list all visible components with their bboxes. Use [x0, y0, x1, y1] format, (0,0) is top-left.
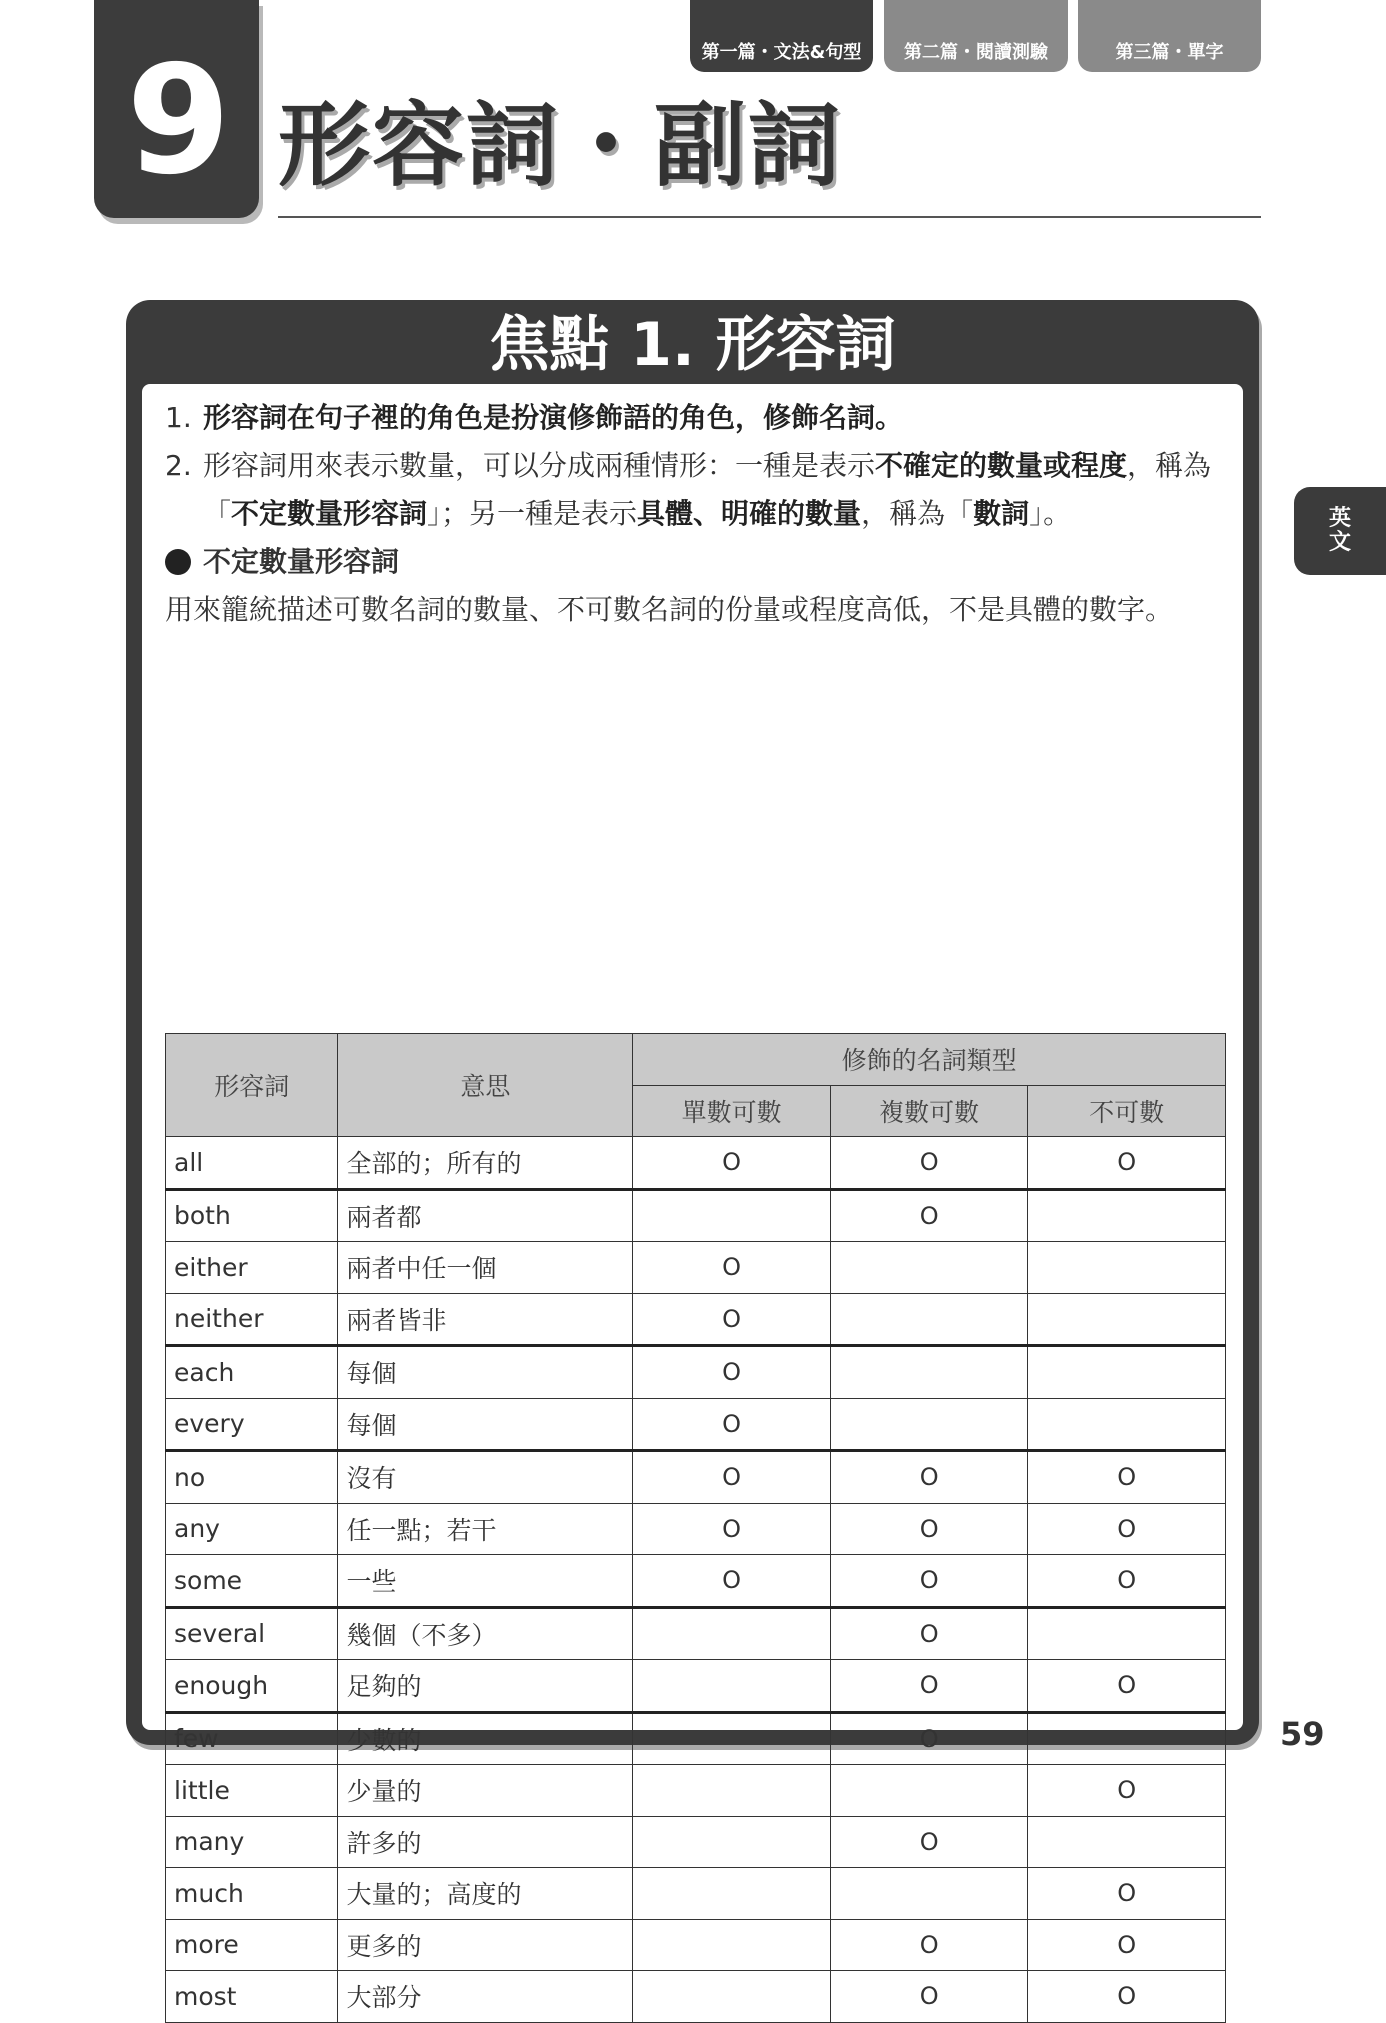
uncountable-cell	[1028, 1607, 1226, 1660]
part-tab-vocabulary[interactable]: 第三篇・單字	[1078, 0, 1261, 72]
plural-countable-cell: O	[830, 1919, 1028, 1971]
text-run: 」。	[1029, 497, 1072, 530]
uncountable-cell	[1028, 1189, 1226, 1242]
plural-countable-cell: O	[830, 1189, 1028, 1242]
meaning-cell: 沒有	[338, 1451, 633, 1504]
adjective-cell: some	[166, 1555, 338, 1608]
singular-countable-cell	[633, 1189, 831, 1242]
text-run: 形容詞用來表示數量，可以分成兩種情形：一種是表示	[203, 449, 876, 482]
header-uncountable: 不可數	[1028, 1085, 1226, 1137]
adjective-cell: either	[166, 1242, 338, 1294]
table-row	[166, 1398, 1226, 1451]
uncountable-cell: O	[1028, 1555, 1226, 1608]
chapter-title: 形容詞・副詞	[278, 92, 843, 199]
plural-countable-cell	[830, 1765, 1028, 1817]
adjective-cell: both	[166, 1189, 338, 1242]
point-text	[203, 442, 1228, 538]
adjective-cell: few	[166, 1712, 338, 1765]
meaning-cell: 任一點；若干	[338, 1503, 633, 1555]
plural-countable-cell	[830, 1242, 1028, 1294]
header-singular-countable: 單數可數	[633, 1085, 831, 1137]
table-row	[166, 1189, 1226, 1242]
adjective-table	[165, 1033, 1226, 2023]
singular-countable-cell	[633, 1868, 831, 1920]
point-number: 2.	[165, 449, 192, 482]
adjective-cell: most	[166, 1971, 338, 2023]
bold-run: 具體、明確的數量	[637, 497, 862, 530]
adjective-cell: many	[166, 1816, 338, 1868]
header-adjective: 形容詞	[166, 1034, 338, 1137]
bullet-icon	[165, 549, 191, 575]
text-run: ，稱為「	[861, 497, 974, 530]
singular-countable-cell: O	[633, 1137, 831, 1190]
chapter-number-box	[94, 0, 259, 218]
table-row	[166, 1816, 1226, 1868]
uncountable-cell: O	[1028, 1868, 1226, 1920]
plural-countable-cell: O	[830, 1660, 1028, 1713]
adjective-cell: each	[166, 1346, 338, 1399]
table-row	[166, 1712, 1226, 1765]
plural-countable-cell: O	[830, 1451, 1028, 1504]
singular-countable-cell: O	[633, 1503, 831, 1555]
meaning-cell: 更多的	[338, 1919, 633, 1971]
singular-countable-cell: O	[633, 1346, 831, 1399]
uncountable-cell: O	[1028, 1660, 1226, 1713]
uncountable-cell: O	[1028, 1451, 1226, 1504]
plural-countable-cell: O	[830, 1971, 1028, 2023]
uncountable-cell	[1028, 1398, 1226, 1451]
plural-countable-cell: O	[830, 1816, 1028, 1868]
point-text: 形容詞在句子裡的角色是扮演修飾語的角色，修飾名詞。	[203, 401, 904, 434]
meaning-cell: 大量的；高度的	[338, 1868, 633, 1920]
singular-countable-cell: O	[633, 1398, 831, 1451]
table-row	[166, 1660, 1226, 1713]
meaning-cell: 每個	[338, 1346, 633, 1399]
bold-run: 不確定的數量或程度	[875, 449, 1128, 482]
adjective-cell: more	[166, 1919, 338, 1971]
adjective-cell: little	[166, 1765, 338, 1817]
adjective-cell: several	[166, 1607, 338, 1660]
meaning-cell: 兩者中任一個	[338, 1242, 633, 1294]
side-tab-label: 英文	[1328, 506, 1351, 555]
table-row	[166, 1503, 1226, 1555]
plural-countable-cell: O	[830, 1137, 1028, 1190]
adjective-cell: all	[166, 1137, 338, 1190]
singular-countable-cell: O	[633, 1555, 831, 1608]
plural-countable-cell: O	[830, 1555, 1028, 1608]
table-row	[166, 1346, 1226, 1399]
plural-countable-cell	[830, 1293, 1028, 1346]
header-noun-types: 修飾的名詞類型	[633, 1034, 1226, 1086]
table-row	[166, 1555, 1226, 1608]
adjective-cell: enough	[166, 1660, 338, 1713]
adjective-cell: any	[166, 1503, 338, 1555]
singular-countable-cell	[633, 1816, 831, 1868]
table-row	[166, 1919, 1226, 1971]
plural-countable-cell	[830, 1398, 1028, 1451]
uncountable-cell: O	[1028, 1503, 1226, 1555]
adjective-cell: no	[166, 1451, 338, 1504]
singular-countable-cell	[633, 1971, 831, 2023]
table-row	[166, 1293, 1226, 1346]
chapter-number: 9	[126, 34, 227, 208]
point-2	[165, 442, 1228, 538]
adjective-cell: much	[166, 1868, 338, 1920]
uncountable-cell: O	[1028, 1137, 1226, 1190]
plural-countable-cell	[830, 1868, 1028, 1920]
singular-countable-cell: O	[633, 1451, 831, 1504]
singular-countable-cell: O	[633, 1242, 831, 1294]
focus-heading: 焦點 1. 形容詞	[489, 310, 896, 380]
uncountable-cell	[1028, 1816, 1226, 1868]
table-row	[166, 1868, 1226, 1920]
meaning-cell: 幾個（不多）	[338, 1607, 633, 1660]
uncountable-cell	[1028, 1712, 1226, 1765]
text-run: 」；另一種是表示	[427, 497, 638, 530]
plural-countable-cell: O	[830, 1503, 1028, 1555]
subheading	[165, 538, 1228, 586]
side-tab-english[interactable]	[1294, 487, 1386, 575]
bold-run: 數詞	[973, 497, 1030, 530]
focus-content	[142, 384, 1243, 2013]
uncountable-cell: O	[1028, 1971, 1226, 2023]
meaning-cell: 足夠的	[338, 1660, 633, 1713]
singular-countable-cell	[633, 1712, 831, 1765]
table-row	[166, 1137, 1226, 1190]
table-row	[166, 1971, 1226, 2023]
meaning-cell: 許多的	[338, 1816, 633, 1868]
meaning-cell: 兩者皆非	[338, 1293, 633, 1346]
subheading-text: 不定數量形容詞	[203, 545, 400, 578]
table-row	[166, 1451, 1226, 1504]
plural-countable-cell: O	[830, 1607, 1028, 1660]
description: 用來籠統描述可數名詞的數量、不可數名詞的份量或程度高低，不是具體的數字。	[165, 593, 1174, 626]
uncountable-cell	[1028, 1293, 1226, 1346]
plural-countable-cell	[830, 1346, 1028, 1399]
uncountable-cell: O	[1028, 1765, 1226, 1817]
uncountable-cell: O	[1028, 1919, 1226, 1971]
meaning-cell: 每個	[338, 1398, 633, 1451]
page-number: 59	[1280, 1715, 1325, 1753]
meaning-cell: 兩者都	[338, 1189, 633, 1242]
singular-countable-cell	[633, 1607, 831, 1660]
singular-countable-cell: O	[633, 1293, 831, 1346]
singular-countable-cell	[633, 1765, 831, 1817]
uncountable-cell	[1028, 1346, 1226, 1399]
text-run: ，稱為「	[203, 449, 1212, 530]
part-tab-reading[interactable]: 第二篇・閱讀測驗	[884, 0, 1068, 72]
point-1	[165, 394, 1228, 442]
table-body	[166, 1137, 1226, 2023]
table-row	[166, 1765, 1226, 1817]
singular-countable-cell	[633, 1660, 831, 1713]
meaning-cell: 少量的	[338, 1765, 633, 1817]
plural-countable-cell: O	[830, 1712, 1028, 1765]
meaning-cell: 少數的	[338, 1712, 633, 1765]
title-divider	[278, 216, 1261, 218]
table-row	[166, 1607, 1226, 1660]
uncountable-cell	[1028, 1242, 1226, 1294]
focus-section	[126, 300, 1259, 2013]
meaning-cell: 一些	[338, 1555, 633, 1608]
part-tab-grammar[interactable]: 第一篇・文法&句型	[690, 0, 873, 72]
meaning-cell: 大部分	[338, 1971, 633, 2023]
adjective-cell: every	[166, 1398, 338, 1451]
header-plural-countable: 複數可數	[830, 1085, 1028, 1137]
table-row	[166, 1242, 1226, 1294]
singular-countable-cell	[633, 1919, 831, 1971]
adjective-cell: neither	[166, 1293, 338, 1346]
meaning-cell: 全部的；所有的	[338, 1137, 633, 1190]
bold-run: 不定數量形容詞	[231, 497, 428, 530]
point-number: 1.	[165, 401, 192, 434]
header-meaning: 意思	[338, 1034, 633, 1137]
